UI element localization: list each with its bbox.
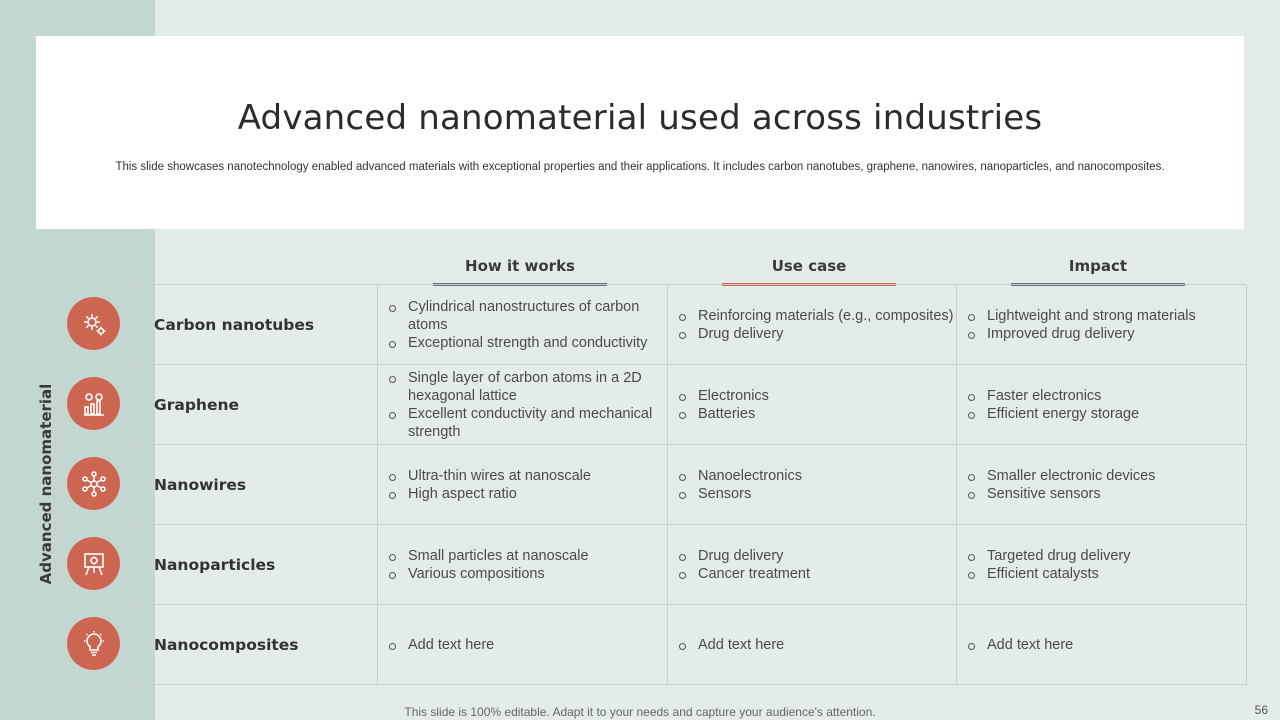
- bullet-list: [678, 387, 769, 423]
- row-name-cell: [136, 525, 378, 605]
- impact-cell: [957, 525, 1247, 605]
- list-item: Excellent conductivity and mechanical strength: [388, 405, 667, 441]
- impact-cell: [957, 445, 1247, 525]
- list-item: Ultra-thin wires at nanoscale: [388, 467, 591, 485]
- list-item: Add text here: [967, 636, 1073, 654]
- row-name: Nanocomposites: [154, 635, 299, 654]
- row-name: Nanoparticles: [154, 555, 276, 574]
- list-item: Electronics: [678, 387, 769, 405]
- row-name-cell: [136, 365, 378, 445]
- list-item: Add text here: [678, 636, 784, 654]
- bullet-list: [967, 547, 1130, 583]
- how-it-works-cell: [378, 445, 668, 525]
- list-item: Efficient energy storage: [967, 405, 1139, 423]
- bullet-list: [388, 467, 591, 503]
- network-icon: [67, 457, 120, 510]
- table-row-nanocomposites: [136, 605, 1247, 685]
- bullet-list: [678, 547, 810, 583]
- side-label: Advanced nanomaterial: [37, 383, 55, 585]
- list-item: Sensors: [678, 485, 802, 503]
- slide-subtitle: This slide showcases nanotechnology enabled advanced materials with exceptional properties and their applications. It includes carbon nanotubes, graphene, nanowires, nanoparticles, and nanocomposites.: [115, 161, 1165, 173]
- bullet-list: [967, 636, 1073, 654]
- page-number: 56: [1254, 703, 1268, 717]
- presentation-board-icon: [67, 537, 120, 590]
- list-item: Single layer of carbon atoms in a 2D hexagonal lattice: [388, 369, 667, 405]
- list-item: Improved drug delivery: [967, 325, 1196, 343]
- row-name: Carbon nanotubes: [154, 315, 315, 334]
- column-header-label: How it works: [465, 257, 575, 275]
- impact-cell: [957, 285, 1247, 365]
- list-item: Drug delivery: [678, 325, 953, 343]
- use-case-cell: [668, 365, 957, 445]
- slide-title: Advanced nanomaterial used across industries: [237, 98, 1043, 138]
- table-row-nanowires: [136, 445, 1247, 525]
- bullet-list: [388, 369, 667, 441]
- row-name: Graphene: [154, 395, 240, 414]
- column-header-use-case: [722, 256, 896, 286]
- growth-chart-icon: [67, 377, 120, 430]
- list-item: Add text here: [388, 636, 494, 654]
- lightbulb-icon: [67, 617, 120, 670]
- list-item: Cancer treatment: [678, 565, 810, 583]
- list-item: Reinforcing materials (e.g., composites): [678, 307, 953, 325]
- list-item: Drug delivery: [678, 547, 810, 565]
- list-item: High aspect ratio: [388, 485, 591, 503]
- bullet-list: [388, 636, 494, 654]
- table-row-nanoparticles: [136, 525, 1247, 605]
- bullet-list: [678, 636, 784, 654]
- table-row-graphene: [136, 365, 1247, 445]
- row-name-cell: [136, 445, 378, 525]
- bullet-list: [678, 307, 953, 343]
- footer-note: This slide is 100% editable. Adapt it to your needs and capture your audience's attention.: [404, 705, 876, 719]
- list-item: Nanoelectronics: [678, 467, 802, 485]
- materials-table: [135, 284, 1246, 685]
- list-item: Lightweight and strong materials: [967, 307, 1196, 325]
- list-item: Various compositions: [388, 565, 589, 583]
- column-header-label: Use case: [771, 257, 847, 275]
- list-item: Small particles at nanoscale: [388, 547, 589, 565]
- bullet-list: [967, 387, 1139, 423]
- bullet-list: [967, 467, 1155, 503]
- row-name-cell: [136, 285, 378, 365]
- how-it-works-cell: [378, 365, 668, 445]
- use-case-cell: [668, 525, 957, 605]
- row-name: Nanowires: [154, 475, 247, 494]
- list-item: Cylindrical nanostructures of carbon atoms: [388, 298, 667, 334]
- use-case-cell: [668, 285, 957, 365]
- list-item: Efficient catalysts: [967, 565, 1130, 583]
- bullet-list: [388, 547, 589, 583]
- how-it-works-cell: [378, 285, 668, 365]
- list-item: Faster electronics: [967, 387, 1139, 405]
- impact-cell: [957, 365, 1247, 445]
- list-item: Exceptional strength and conductivity: [388, 334, 667, 352]
- table-row-carbon-nanotubes: [136, 285, 1247, 365]
- how-it-works-cell: [378, 525, 668, 605]
- list-item: Smaller electronic devices: [967, 467, 1155, 485]
- how-it-works-cell: [378, 605, 668, 685]
- bullet-list: [678, 467, 802, 503]
- gears-icon: [67, 297, 120, 350]
- use-case-cell: [668, 445, 957, 525]
- list-item: Targeted drug delivery: [967, 547, 1130, 565]
- impact-cell: [957, 605, 1247, 685]
- bullet-list: [388, 298, 667, 352]
- column-header-how-it-works: [433, 256, 607, 286]
- row-name-cell: [136, 605, 378, 685]
- column-header-label: Impact: [1068, 257, 1128, 275]
- list-item: Batteries: [678, 405, 769, 423]
- bullet-list: [967, 307, 1196, 343]
- use-case-cell: [668, 605, 957, 685]
- column-header-impact: [1011, 256, 1185, 286]
- list-item: Sensitive sensors: [967, 485, 1155, 503]
